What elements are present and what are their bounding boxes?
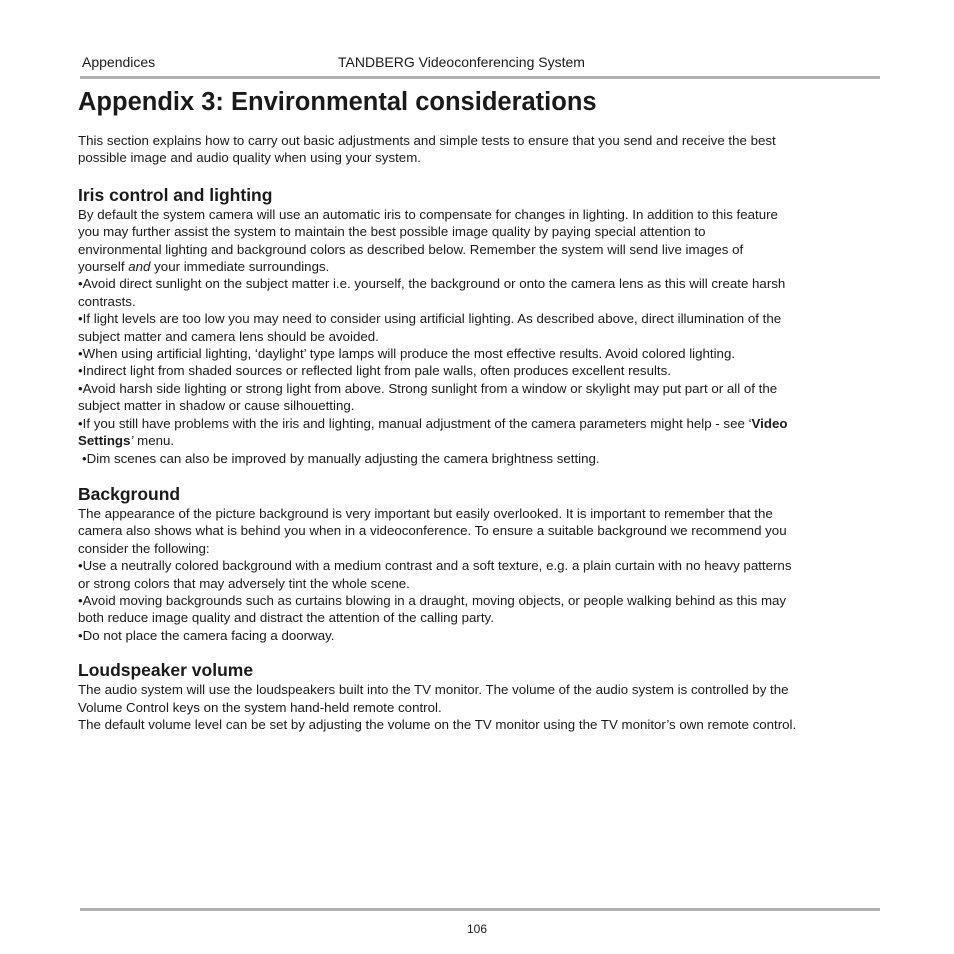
page-number: 106 [466, 922, 488, 936]
header-product: TANDBERG Videoconferencing System [338, 54, 585, 70]
background-bullet: or strong colors that may adversely tint the whole scene. [78, 575, 410, 591]
iris-bullet: •Avoid harsh side lighting or strong light from above. Strong sunlight from a window or skylight may put part or all of the [78, 380, 778, 396]
iris-bullet: •If light levels are too low you may need to consider using artificial lighting. As described above, direct illumination of the [78, 311, 782, 327]
background-bullet: •Use a neutrally colored background with a medium contrast and a soft texture, e.g. a plain curtain with no heavy patterns [78, 558, 792, 574]
footer-rule [80, 908, 880, 911]
header-section: Appendices [82, 54, 156, 70]
intro-line: possible image and audio quality when using your system. [78, 150, 421, 166]
background-line: The appearance of the picture background is very important but easily overlooked. It is important to remember that the [78, 505, 773, 521]
iris-bullet: subject matter and camera lens should be avoided. [78, 328, 379, 344]
background-bullet: •Do not place the camera facing a doorway. [78, 627, 335, 643]
iris-bullet: •Indirect light from shaded sources or reflected light from pale walls, often produces excellent results. [78, 363, 671, 379]
iris-heading: Iris control and lighting [78, 184, 273, 205]
iris-line: By default the system camera will use an automatic iris to compensate for changes in lighting. In addition to this feature [78, 206, 778, 222]
header-rule [80, 76, 880, 79]
page-title: Appendix 3: Environmental considerations [78, 88, 597, 116]
loudspeaker-line: The audio system will use the loudspeakers built into the TV monitor. The volume of the audio system is controlled by the [78, 682, 789, 698]
background-bullet: •Avoid moving backgrounds such as curtains blowing in a draught, moving objects, or people walking behind as this may [78, 592, 787, 608]
loudspeaker-line: Volume Control keys on the system hand-held remote control. [78, 699, 442, 715]
background-line: camera also shows what is behind you when in a videoconference. To ensure a suitable background we recommend you [78, 523, 787, 539]
iris-line: you may further assist the system to maintain the best possible image quality by paying special attention to [78, 224, 706, 240]
iris-bullet: •Dim scenes can also be improved by manually adjusting the camera brightness setting. [82, 450, 600, 466]
iris-line: yourself and your immediate surroundings. [78, 259, 330, 275]
background-line: consider the following: [78, 540, 210, 556]
video-settings-line: •If you still have problems with the iris and lighting, manual adjustment of the camera parameters might help - see ‘Video [78, 415, 788, 431]
background-bullet: both reduce image quality and distract the attention of the calling party. [78, 610, 494, 626]
iris-line: environmental lighting and background colors as described below. Remember the system will send live images of [78, 241, 744, 257]
loudspeaker-heading: Loudspeaker volume [78, 660, 254, 681]
iris-bullet: subject matter in shadow or cause silhouetting. [78, 398, 355, 414]
background-heading: Background [78, 483, 181, 504]
page-content [78, 132, 885, 733]
intro-line: This section explains how to carry out basic adjustments and simple tests to ensure that you send and receive the best [78, 133, 776, 148]
iris-bullet: •When using artificial lighting, ‘daylight’ type lamps will produce the most effective results. Avoid colored lighting. [78, 346, 736, 362]
loudspeaker-line: The default volume level can be set by adjusting the volume on the TV monitor using the TV monitor’s own remote control. [78, 716, 797, 732]
iris-bullet: •Avoid direct sunlight on the subject matter i.e. yourself, the background or onto the camera lens as this will create harsh [78, 276, 786, 292]
iris-bullet: contrasts. [78, 293, 136, 309]
video-settings-line: Settings’ menu. [78, 433, 175, 449]
